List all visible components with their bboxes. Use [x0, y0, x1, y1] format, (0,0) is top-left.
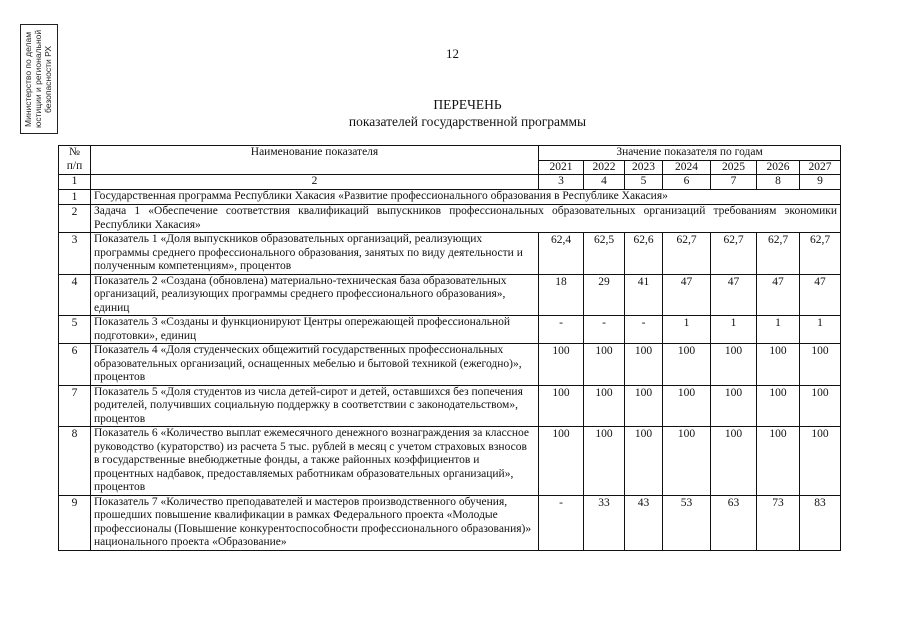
value-cell: 100	[663, 427, 711, 496]
column-number-cell: 9	[800, 175, 841, 190]
value-cell: -	[625, 316, 663, 344]
value-cell: 1	[663, 316, 711, 344]
value-cell: 47	[800, 274, 841, 316]
value-cell: -	[539, 316, 584, 344]
value-cell: 100	[625, 427, 663, 496]
row-number: 9	[59, 495, 91, 550]
row-number: 7	[59, 385, 91, 427]
table-row	[59, 233, 841, 275]
value-cell: 100	[539, 385, 584, 427]
value-cell: 100	[539, 344, 584, 386]
value-cell: -	[584, 316, 625, 344]
value-cell: 100	[711, 344, 757, 386]
value-cell: 41	[625, 274, 663, 316]
row-number: 4	[59, 274, 91, 316]
row-number: 8	[59, 427, 91, 496]
year-cell: 2021	[539, 160, 584, 175]
header-number-top: №	[69, 146, 80, 158]
table-row	[59, 274, 841, 316]
header-values-cell: Значение показателя по годам	[539, 146, 841, 161]
table-row	[59, 205, 841, 233]
column-number-cell: 2	[91, 175, 539, 190]
value-cell: 18	[539, 274, 584, 316]
header-number-cell	[59, 146, 91, 175]
column-number-cell: 5	[625, 175, 663, 190]
table-row	[59, 495, 841, 550]
value-cell: 100	[711, 385, 757, 427]
table-row	[59, 189, 841, 205]
column-number-cell: 6	[663, 175, 711, 190]
value-cell: 62,6	[625, 233, 663, 275]
column-number-cell: 4	[584, 175, 625, 190]
value-cell: 100	[711, 427, 757, 496]
indicator-name: Показатель 7 «Количество преподавателей и мастеров производственного обучения, прошедших повышение квалификации в рамках Федерального проекта «Молодые профессионалы (Повышение конкурентоспособности профессионального образования)» национального проекта «Образование»	[91, 495, 539, 550]
year-cell: 2024	[663, 160, 711, 175]
value-cell: 100	[800, 385, 841, 427]
header-row	[59, 146, 841, 161]
indicator-name: Показатель 1 «Доля выпускников образовательных организаций, реализующих программы среднего профессионального образования, занятых по виду деятельности и полученным компетенциям», процентов	[91, 233, 539, 275]
year-cell: 2023	[625, 160, 663, 175]
value-cell: 62,7	[757, 233, 800, 275]
table-row	[59, 344, 841, 386]
value-cell: 100	[539, 427, 584, 496]
table-row	[59, 427, 841, 496]
value-cell: 1	[757, 316, 800, 344]
title-line-1: ПЕРЕЧЕНЬ	[433, 97, 502, 112]
column-number-cell: 8	[757, 175, 800, 190]
column-numbers-row	[59, 175, 841, 190]
year-cell: 2027	[800, 160, 841, 175]
value-cell: 100	[663, 344, 711, 386]
value-cell: 100	[584, 427, 625, 496]
indicators-table	[58, 145, 841, 551]
value-cell: 62,7	[800, 233, 841, 275]
value-cell: 73	[757, 495, 800, 550]
value-cell: 100	[625, 344, 663, 386]
document-title	[0, 96, 905, 130]
value-cell: 100	[584, 344, 625, 386]
indicator-name: Показатель 4 «Доля студенческих общежитий государственных профессиональных образовательных организаций, оснащенных мебелью и бытовой техникой (ежегодно)», процентов	[91, 344, 539, 386]
value-cell: 1	[800, 316, 841, 344]
value-cell: 47	[663, 274, 711, 316]
row-number: 3	[59, 233, 91, 275]
value-cell: 62,5	[584, 233, 625, 275]
value-cell: 83	[800, 495, 841, 550]
registration-stamp: Министерство по делам юстиции и региональной безопасности РХ	[20, 24, 58, 134]
row-number: 5	[59, 316, 91, 344]
indicator-name: Показатель 3 «Созданы и функционируют Центры опережающей профессиональной подготовки», единиц	[91, 316, 539, 344]
column-number-cell: 3	[539, 175, 584, 190]
value-cell: 100	[800, 344, 841, 386]
value-cell: 63	[711, 495, 757, 550]
program-title-cell: Государственная программа Республики Хакасия «Развитие профессионального образования в Республике Хакасия»	[91, 189, 841, 205]
value-cell: 53	[663, 495, 711, 550]
row-number: 6	[59, 344, 91, 386]
value-cell: 100	[625, 385, 663, 427]
value-cell: 47	[757, 274, 800, 316]
column-number-cell: 1	[59, 175, 91, 190]
value-cell: 47	[711, 274, 757, 316]
page-number: 12	[446, 46, 459, 61]
year-cell: 2022	[584, 160, 625, 175]
value-cell: 100	[757, 385, 800, 427]
year-cell: 2025	[711, 160, 757, 175]
header-number-bottom: п/п	[66, 159, 83, 172]
indicator-name: Показатель 2 «Создана (обновлена) материально-техническая база образовательных организаций, реализующих программы среднего профессионального образования», единиц	[91, 274, 539, 316]
column-number-cell: 7	[711, 175, 757, 190]
value-cell: 62,7	[663, 233, 711, 275]
value-cell: 100	[800, 427, 841, 496]
value-cell: 100	[757, 427, 800, 496]
task-title-cell: Задача 1 «Обеспечение соответствия квалификаций выпускников профессиональных образовательных организаций требованиям экономики Республики Хакасия»	[91, 205, 841, 233]
value-cell: 100	[757, 344, 800, 386]
table-row	[59, 316, 841, 344]
value-cell: 33	[584, 495, 625, 550]
header-name-cell: Наименование показателя	[91, 146, 539, 175]
value-cell: 1	[711, 316, 757, 344]
title-line-2: показателей государственной программы	[348, 114, 587, 129]
indicator-name: Показатель 5 «Доля студентов из числа детей-сирот и детей, оставшихся без попечения родителей, получивших социальную поддержку в соответствии с законодательством», процентов	[91, 385, 539, 427]
value-cell: -	[539, 495, 584, 550]
row-number: 2	[59, 205, 91, 233]
value-cell: 100	[663, 385, 711, 427]
indicator-name: Показатель 6 «Количество выплат ежемесячного денежного вознаграждения за классное руководство (кураторство) из расчета 5 тыс. рублей в месяц с учетом страховых взносов в государственные внебюджетные фонды, а также районных коэффициентов и процентных надбавок, предоставляемых работникам образовательных организаций», процентов	[91, 427, 539, 496]
value-cell: 62,7	[711, 233, 757, 275]
value-cell: 62,4	[539, 233, 584, 275]
table-row	[59, 385, 841, 427]
row-number: 1	[59, 189, 91, 205]
value-cell: 100	[584, 385, 625, 427]
year-cell: 2026	[757, 160, 800, 175]
value-cell: 43	[625, 495, 663, 550]
value-cell: 29	[584, 274, 625, 316]
